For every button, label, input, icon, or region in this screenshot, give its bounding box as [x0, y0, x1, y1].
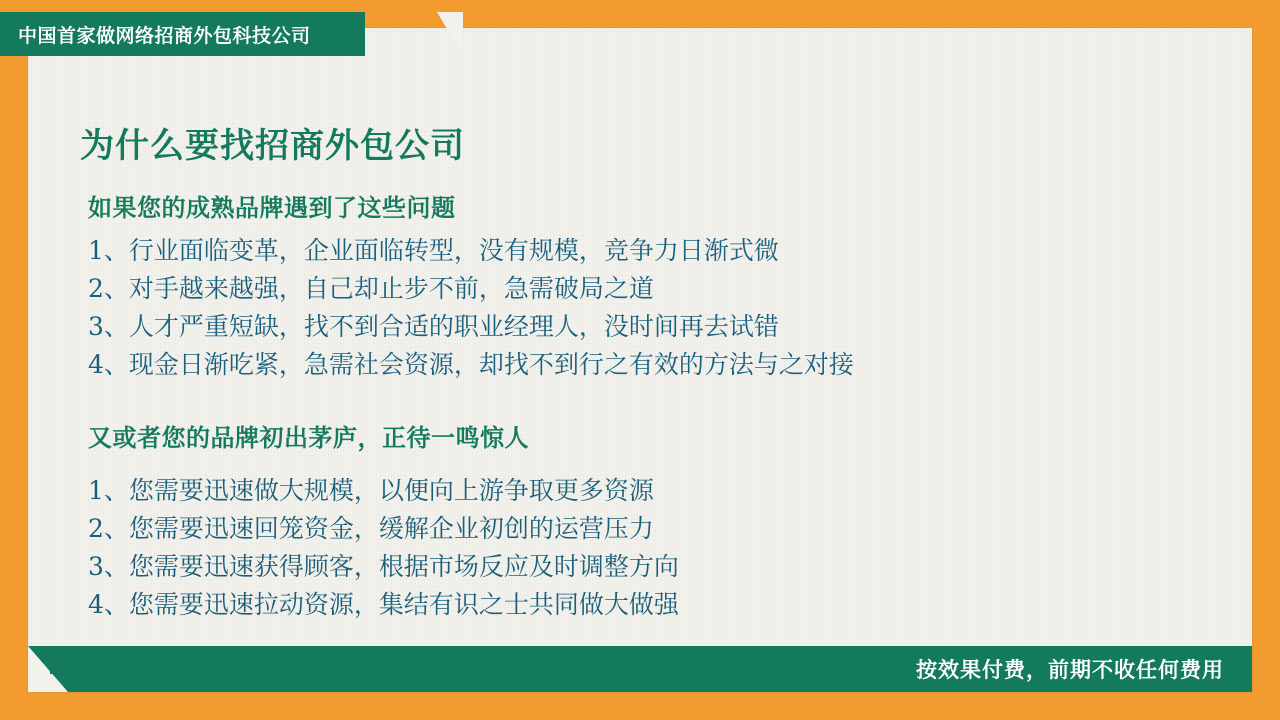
list-item: 2、对手越来越强，自己却止步不前，急需破局之道: [88, 274, 654, 303]
page-title: 为什么要找招商外包公司: [80, 127, 465, 165]
section-a-list: [88, 232, 1158, 384]
ribbon-notch: [437, 12, 463, 56]
list-item: 4、您需要迅速拉动资源，集结有识之士共同做大做强: [88, 590, 679, 619]
list-item: 3、您需要迅速获得顾客，根据市场反应及时调整方向: [88, 552, 679, 581]
section-b-heading: 又或者您的品牌初出茅庐，正待一鸣惊人: [88, 425, 529, 452]
list-item: 1、行业面临变革，企业面临转型，没有规模，竞争力日渐式微: [88, 236, 779, 265]
list-item: 3、人才严重短缺，找不到合适的职业经理人，没时间再去试错: [88, 312, 779, 341]
section-b-list: [88, 472, 1158, 624]
ribbon-banner: [0, 12, 365, 56]
list-item: 4、现金日渐吃紧，急需社会资源，却找不到行之有效的方法与之对接: [88, 350, 854, 379]
footer-accent-strip: [50, 669, 750, 674]
ribbon-label: 中国首家做网络招商外包科技公司: [18, 25, 311, 47]
footer-text: 按效果付费，前期不收任何费用: [916, 659, 1224, 682]
list-item: 2、您需要迅速回笼资金，缓解企业初创的运营压力: [88, 514, 654, 543]
section-a-heading: 如果您的成熟品牌遇到了这些问题: [88, 195, 456, 222]
list-item: 1、您需要迅速做大规模，以便向上游争取更多资源: [88, 476, 654, 505]
